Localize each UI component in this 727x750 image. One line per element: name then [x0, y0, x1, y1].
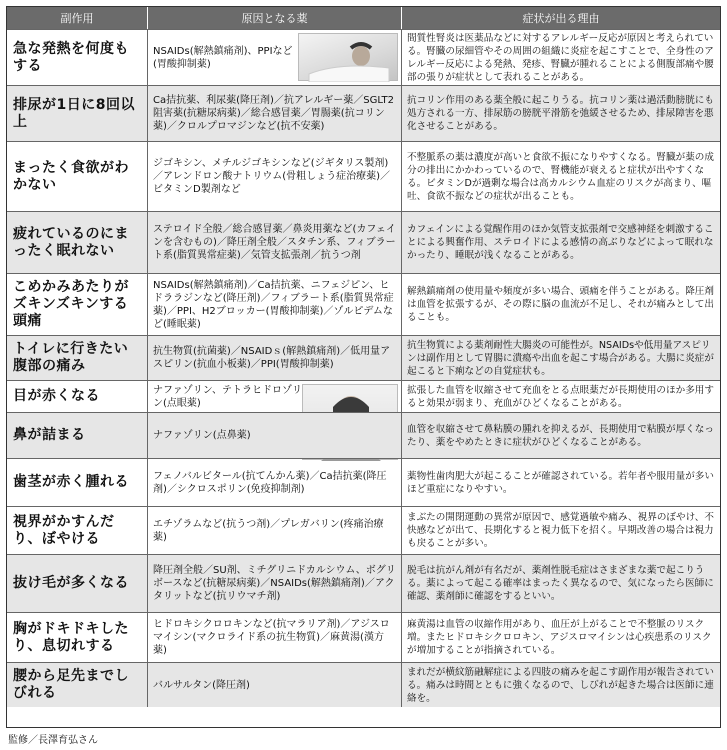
reason-cell: まぶたの開閉運動の異常が原因で、感覚過敏や痛み、視界のぼやけ、不快感などが出て、長期化すると視力低下を招く。早期改善の場合は視力も戻ることが多い。 [407, 512, 714, 549]
table-row [7, 211, 720, 273]
reason-cell: 拡張した血管を収縮させて充血をとる点眼薬だが長期使用のほか多用すると効果が弱まり、充血がひどくなることがある。 [407, 384, 714, 409]
table-row [7, 412, 720, 458]
effect-cell: 急な発熱を何度もする [7, 30, 148, 85]
drugs-cell: Ca拮抗薬、利尿薬(降圧剤)／抗アレルギー薬／SGLT2阻害薬(抗糖尿病薬)／総合感冒薬／胃腸薬(抗コリン薬)／クロルプロマジンなど(抗不安薬) [148, 86, 402, 141]
drugs-cell: 抗生物質(抗菌薬)／NSAIDｓ(解熱鎮痛剤)／低用量アスピリン(抗血小板薬)／PPI(胃酸抑制薬) [148, 336, 402, 380]
table-row [7, 141, 720, 211]
drugs-cell: NSAIDs(解熱鎮痛剤)／Ca拮抗薬、ニフェジピン、ヒドララジンなど(降圧剤)／フィブラート系(脂質異常症薬)／PPI、H2ブロッカー(胃酸抑制薬)／ゾルピデムなど(睡眠薬) [148, 274, 402, 335]
drugs-text: ナファゾリン、テトラヒドロゾリン(点眼薬) [153, 384, 302, 409]
reason-cell: 不整脈系の薬は濃度が高いと食欲不振になりやすくなる。腎臓が薬の成分の排出にかかわっているので、腎機能が衰えると症状が出やすくなる。ビタミンDが過剰な場合は高カルシウム血症のリスクが高まり、嘔吐、食欲不振などの症状が出ることも。 [407, 151, 714, 202]
table-row [7, 335, 720, 380]
effect-cell: 抜け毛が多くなる [7, 555, 148, 612]
table-row [7, 662, 720, 707]
effect-cell: 疲れているのにまったく眠れない [7, 212, 148, 273]
table-row [7, 29, 720, 85]
effect-cell: 歯茎が赤く腫れる [7, 459, 148, 506]
header-drugs: 原因となる薬 [148, 7, 402, 29]
header-effect: 副作用 [7, 7, 148, 29]
table-row [7, 380, 720, 412]
reason-cell: まれだが横紋筋融解症による四肢の痛みを起こす副作用が報告されている。痛みは時間とともに強くなるので、しびれが起きた場合は医師に連絡を。 [407, 666, 714, 704]
effect-cell: 腰から足先までしびれる [7, 663, 148, 707]
reason-cell: 抗コリン作用のある薬全般に起こりうる。抗コリン薬は過活動膀胱にも処方される一方、排尿筋の膀胱平滑筋を弛緩させるため、排尿障害を悪化させることがある。 [407, 95, 714, 132]
effect-cell: 排尿が1日に8回以上 [7, 86, 148, 141]
reason-cell: 脱毛は抗がん剤が有名だが、薬剤性脱毛症はさまざまな薬で起こりうる。薬によって起こる確率はまったく異なるので、気になったら医師に確認、薬剤師に確認をするといい。 [407, 565, 714, 602]
reason-cell: 麻黄湯は血管の収縮作用があり、血圧が上がることで不整脈のリスク増。またヒドロキシクロロキン、アジスロマイシンは心疾患系のリスクが増加することが指摘されている。 [407, 619, 712, 656]
drugs-cell: フェノバルビタール(抗てんかん薬)／Ca拮抗薬(降圧剤)／シクロスポリン(免疫抑制剤) [148, 459, 402, 506]
drugs-cell: バルサルタン(降圧剤) [148, 663, 402, 707]
effect-cell: 目が赤くなる [7, 381, 148, 412]
drugs-text: NSAIDs(解熱鎮痛剤)、PPIなど(胃酸抑制薬) [153, 45, 293, 70]
drugs-cell [148, 381, 402, 412]
supervisor-credit: 監修／長澤育弘さん [8, 735, 98, 746]
reason-cell: カフェインによる覚醒作用のほか気管支拡張剤で交感神経を刺激することによる興奮作用、ステロイドによる感情の高ぶりなどによって眠れなかったり、睡眠が浅くなることがある。 [407, 224, 714, 261]
table-row [7, 554, 720, 612]
reason-cell: 解熱鎮痛剤の使用量や頻度が多い場合、頭痛を伴うことがある。降圧剤は血管を拡張するが、その際に脳の血流が不足し、それが痛みとして出ることも。 [407, 286, 714, 323]
drugs-cell: ステロイド全般／総合感冒薬／鼻炎用薬など(カフェインを含むもの)／降圧剤全般／スタチン系、フィブラート系(脂質異常症薬)／気管支拡張剤／抗うつ剤 [148, 212, 402, 273]
side-effects-table [6, 6, 721, 728]
fever-photo [298, 33, 398, 81]
drugs-cell [148, 30, 402, 85]
drugs-cell: ナファゾリン(点鼻薬) [148, 413, 402, 458]
reason-cell: 血管を収縮させて鼻粘膜の腫れを抑えるが、長期使用で粘膜が厚くなったり、薬をやめたときに症状がひどくなることがある。 [407, 423, 714, 448]
table-row [7, 612, 720, 662]
reason-cell: 抗生物質による薬剤耐性大腸炎の可能性が。NSAIDsや低用量アスピリンは副作用として胃腸に潰瘍や出血を起こす場合がある。大腸に炎症が起こると下痢などの自覚症状も。 [407, 339, 714, 377]
reason-cell: 間質性腎炎は医薬品などに対するアレルギー反応が原因と考えられている。腎臓の尿細管やその周囲の組織に炎症を起こすことで、全身性のアレルギー反応による発熱、発疹、腎臓が腫れることによる側腹部痛や腰部の張りが症状として表れることがある。 [407, 32, 714, 83]
drugs-cell: エチゾラムなど(抗うつ剤)／プレガバリン(疼痛治療薬) [148, 507, 402, 554]
table-header [7, 7, 720, 29]
drugs-cell: ヒドロキシクロロキンなど(抗マラリア剤)／アジスロマイシン(マクロライド系の抗生物質)／麻黄湯(漢方薬) [148, 613, 402, 662]
table-row [7, 458, 720, 506]
effect-cell: トイレに行きたい腹部の痛み [7, 336, 148, 380]
table-row [7, 273, 720, 335]
effect-cell: 胸がドキドキしたり、息切れする [7, 613, 148, 662]
reason-cell: 薬物性歯肉肥大が起こることが確認されている。若年者や服用量が多いほど重症になりやすい。 [407, 470, 714, 495]
drugs-cell: 降圧剤全般／SU剤、ミチグリニドカルシウム、ボグリボースなど(抗糖尿病薬)／NSAIDs(解熱鎮痛剤)／アクタリットなど(抗リウマチ剤) [148, 555, 402, 612]
table-row [7, 506, 720, 554]
table-row [7, 85, 720, 141]
effect-cell: 鼻が詰まる [7, 413, 148, 458]
effect-cell: 視界がかすんだり、ぼやける [7, 507, 148, 554]
effect-cell: まったく食欲がわかない [7, 142, 148, 211]
effect-cell: こめかみあたりがズキンズキンする頭痛 [7, 274, 148, 335]
header-reason: 症状が出る理由 [522, 12, 600, 25]
drugs-cell: ジゴキシン、メチルジゴキシンなど(ジギタリス製剤)／アレンドロン酸ナトリウム(骨粗しょう症治療薬)／ビタミンD製剤など [148, 142, 402, 211]
